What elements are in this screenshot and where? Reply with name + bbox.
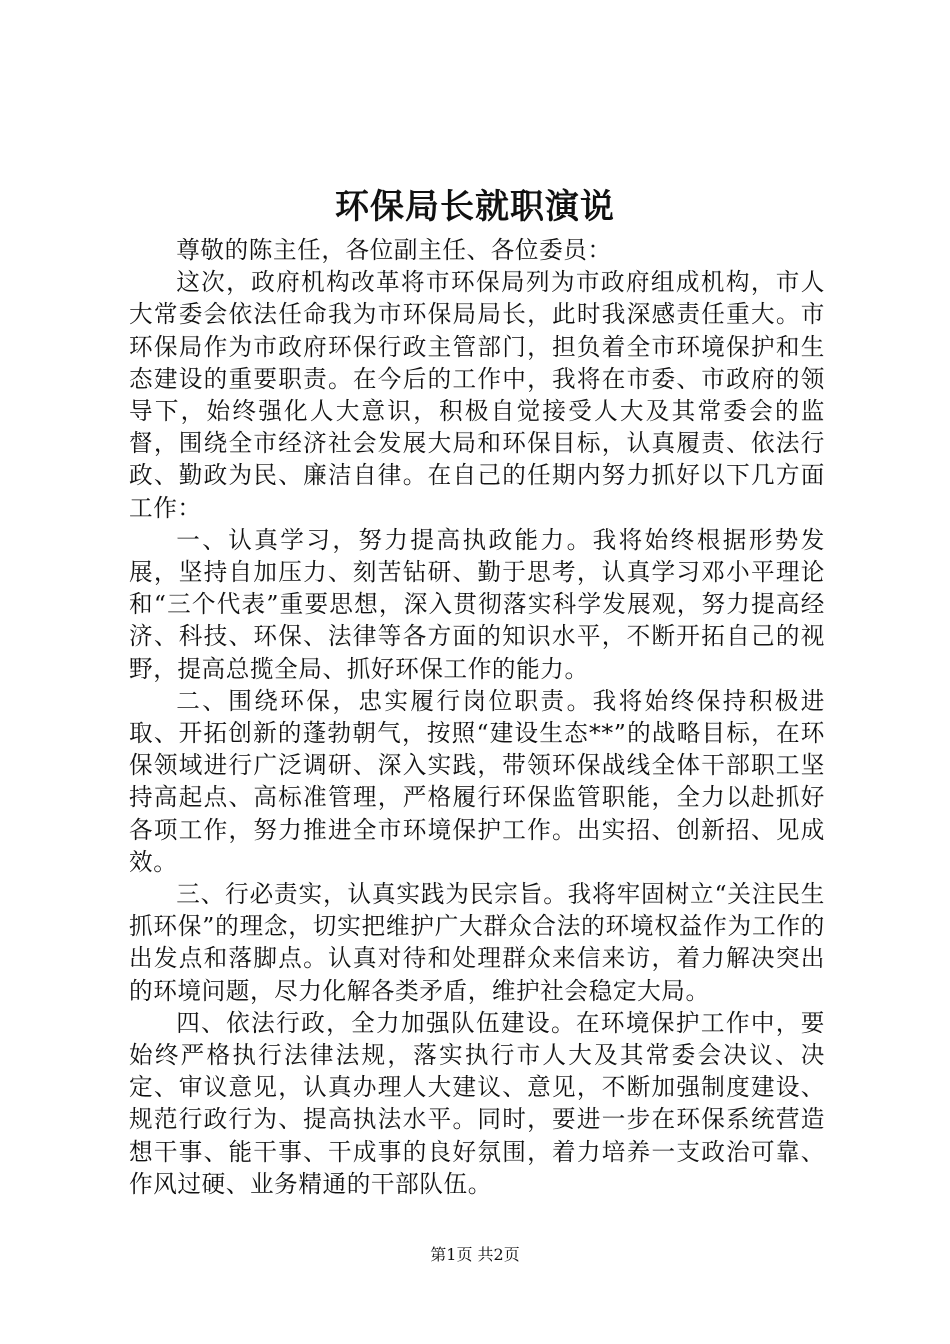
- intro-paragraph: 这次，政府机构改革将市环保局列为市政府组成机构，市人大常委会依法任命我为市环保局局长，此时我深感责任重大。市环保局作为市政府环保行政主管部门，担负着全市环境保护和生态建设的重要职责。在今后的工作中，我将在市委、市政府的领导下，始终强化人大意识，积极自觉接受人大及其常委会的监督，围绕全市经济社会发展大局和环保目标，认真履责、依法行政、勤政为民、廉洁自律。在自己的任期内努力抓好以下几方面工作：: [129, 268, 825, 522]
- document-title: 环保局长就职演说: [335, 187, 615, 227]
- document-body: [129, 234, 825, 1200]
- page-number-footer: 第1页 共2页: [430, 1245, 520, 1264]
- point-two-paragraph: 二、围绕环保，忠实履行岗位职责。我将始终保持积极进取、开拓创新的蓬勃朝气，按照“建设生态**”的战略目标，在环保领域进行广泛调研、深入实践，带领环保战线全体干部职工坚持高起点、高标准管理，严格履行环保监管职能，全力以赴抓好各项工作，努力推进全市环境保护工作。出实招、创新招、见成效。: [129, 686, 825, 876]
- salutation-paragraph: 尊敬的陈主任，各位副主任、各位委员：: [176, 236, 612, 264]
- point-one-paragraph: 一、认真学习，努力提高执政能力。我将始终根据形势发展，坚持自加压力、刻苦钻研、勤于思考，认真学习邓小平理论和“三个代表”重要思想，深入贯彻落实科学发展观，努力提高经济、科技、环保、法律等各方面的知识水平，不断开拓自己的视野，提高总揽全局、抓好环保工作的能力。: [129, 525, 825, 683]
- point-three-paragraph: 三、行必责实，认真实践为民宗旨。我将牢固树立“关注民生抓环保”的理念，切实把维护广大群众合法的环境权益作为工作的出发点和落脚点。认真对待和处理群众来信来访，着力解决突出的环境问题，尽力化解各类矛盾，维护社会稳定大局。: [129, 880, 825, 1005]
- point-four-paragraph: 四、依法行政，全力加强队伍建设。在环境保护工作中，要始终严格执行法律法规，落实执行市人大及其常委会决议、决定、审议意见，认真办理人大建议、意见，不断加强制度建设、规范行政行为、提高执法水平。同时，要进一步在环保系统营造想干事、能干事、干成事的良好氛围，着力培养一支政治可靠、作风过硬、业务精通的干部队伍。: [129, 1008, 825, 1198]
